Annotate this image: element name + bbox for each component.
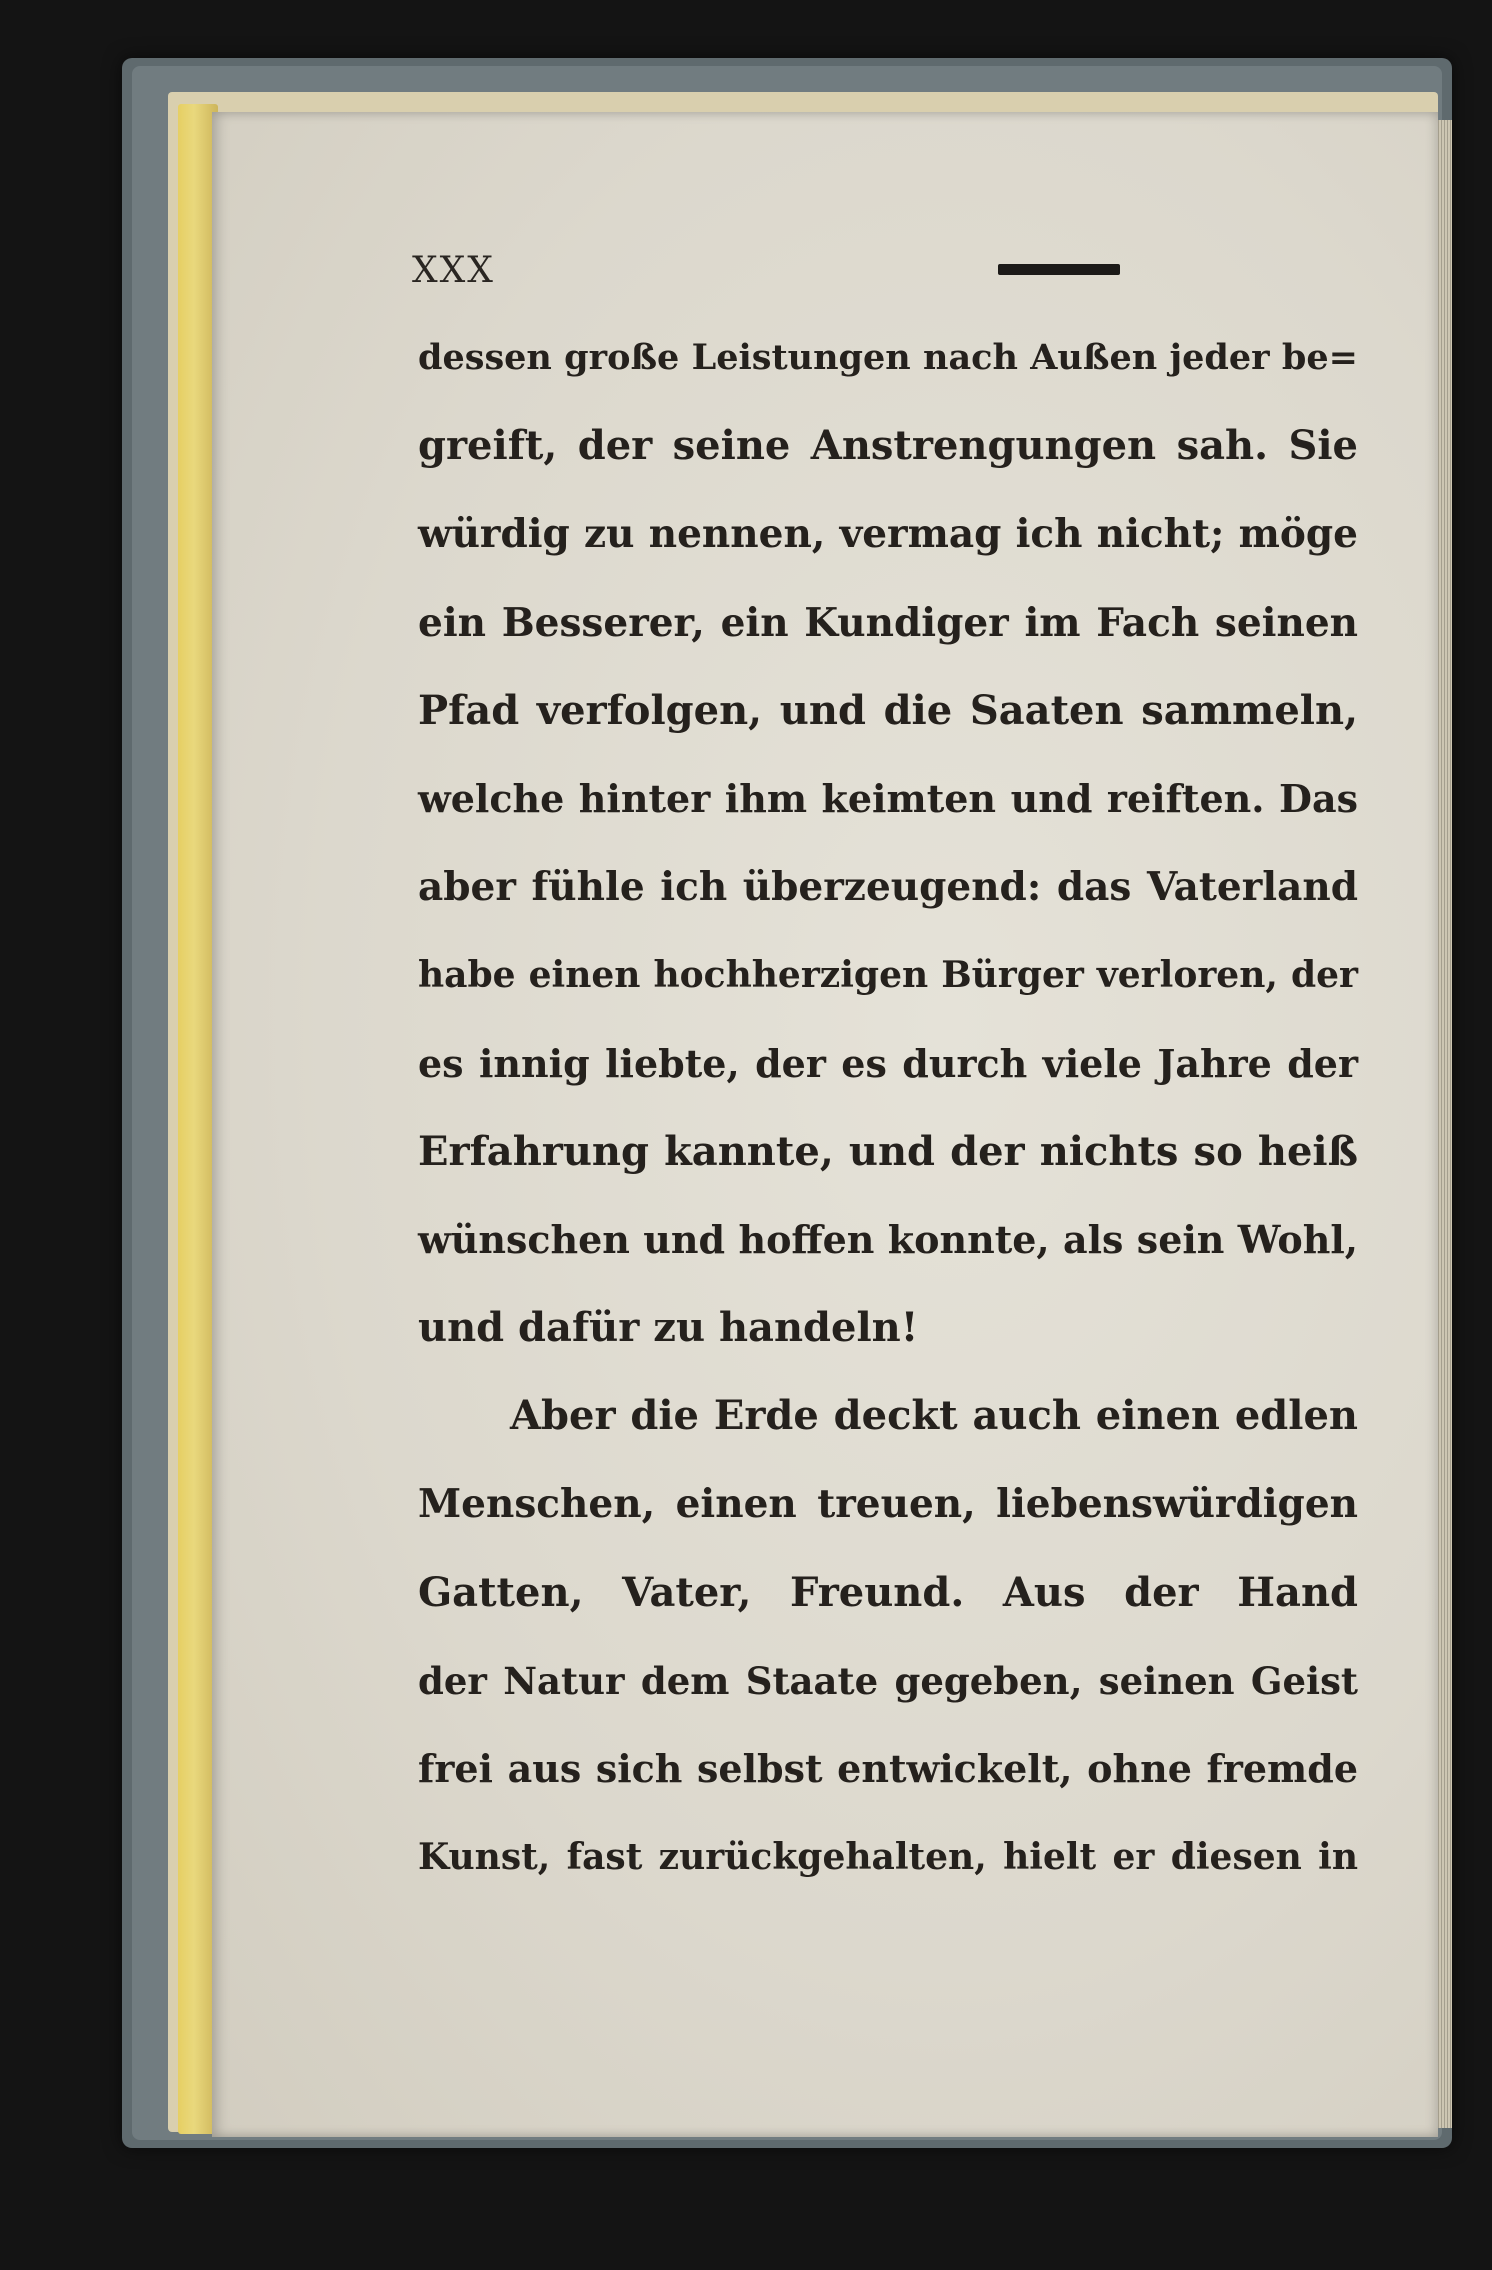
- text-line-paragraph-start: Aber die Erde deckt auch einen edlen: [510, 1392, 1358, 1440]
- text-line-paragraph-end: und dafür zu handeln!: [418, 1304, 919, 1352]
- text-body: [418, 314, 1358, 1901]
- text-line: Erfahrung kannte, und der nichts so heiß: [418, 1127, 1358, 1175]
- text-line: der Natur dem Staate gegeben, seinen Geist: [418, 1658, 1358, 1703]
- running-head: [412, 250, 1332, 310]
- text-line: Menschen, einen treuen, liebenswürdigen: [418, 1481, 1358, 1528]
- text-line: habe einen hochherzigen Bürger verloren, der: [418, 954, 1358, 997]
- book-page: [212, 112, 1438, 2137]
- text-line: greift, der seine Anstrengungen sah. Sie: [418, 422, 1358, 470]
- text-line: Kunst, fast zurückgehalten, hielt er diesen in: [418, 1836, 1358, 1879]
- text-line: wünschen und hoffen konnte, als sein Wohl,: [418, 1216, 1358, 1262]
- text-line: frei aus sich selbst entwickelt, ohne fremde: [418, 1746, 1358, 1791]
- text-line: aber fühle ich überzeugend: das Vaterland: [418, 864, 1358, 911]
- text-line: Gatten, Vater, Freund. Aus der Hand: [418, 1568, 1358, 1616]
- text-line: Pfad verfolgen, und die Saaten sammeln,: [418, 686, 1358, 734]
- head-rule: [998, 264, 1120, 275]
- text-line: dessen große Leistungen nach Außen jeder be=: [418, 337, 1358, 378]
- text-line: würdig zu nennen, vermag ich nicht; möge: [418, 511, 1358, 558]
- text-line: welche hinter ihm keimten und reiften. Das: [418, 775, 1358, 821]
- page-number: XXX: [412, 250, 495, 291]
- text-line: ein Besserer, ein Kundiger im Fach seinen: [418, 599, 1358, 646]
- text-line: es innig liebte, der es durch viele Jahre der: [418, 1040, 1358, 1086]
